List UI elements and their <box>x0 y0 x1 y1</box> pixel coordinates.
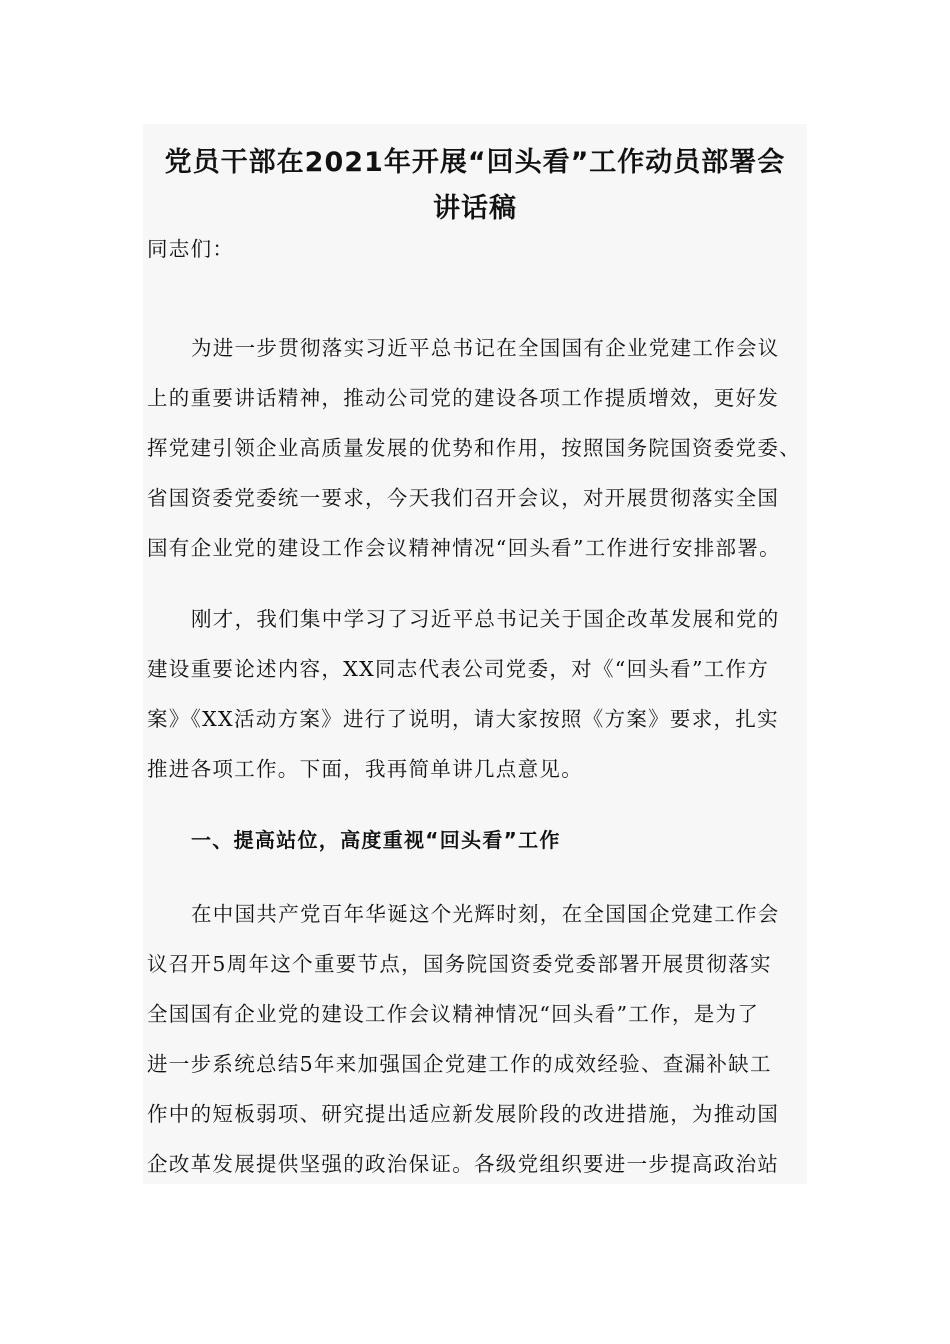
paragraph-1-line-1: 为进一步贯彻落实习近平总书记在全国国有企业党建工作会议 <box>191 336 780 360</box>
paragraph-1-line-5: 国有企业党的建设工作会议精神情况“回头看”工作进行安排部署。 <box>147 536 781 560</box>
salutation: 同志们： <box>147 237 235 261</box>
paragraph-3-line-5: 作中的短板弱项、研究提出适应新发展阶段的改进措施，为推动国 <box>147 1102 780 1126</box>
paragraph-3-line-6: 企改革发展提供坚强的政治保证。各级党组织要进一步提高政治站 <box>147 1152 780 1176</box>
document-title-line-2: 讲话稿 <box>433 193 517 224</box>
paragraph-2-line-3: 案》《XX活动方案》进行了说明，请大家按照《方案》要求，扎实 <box>147 707 779 731</box>
paragraph-2-line-1: 刚才，我们集中学习了习近平总书记关于国企改革发展和党的 <box>191 607 780 631</box>
paragraph-3-line-1: 在中国共产党百年华诞这个光辉时刻，在全国国企党建工作会 <box>191 902 780 926</box>
paragraph-1-line-3: 挥党建引领企业高质量发展的优势和作用，按照国务院国资委党委、 <box>147 436 801 460</box>
paragraph-3-line-3: 全国国有企业党的建设工作会议精神情况“回头看”工作，是为了 <box>147 1002 760 1026</box>
section-heading-1: 一、提高站位，高度重视“回头看”工作 <box>191 828 561 852</box>
paragraph-3-line-4: 进一步系统总结5年来加强国企党建工作的成效经验、查漏补缺工 <box>147 1052 772 1076</box>
paragraph-1-line-4: 省国资委党委统一要求，今天我们召开会议，对开展贯彻落实全国 <box>147 486 780 510</box>
paragraph-1-line-2: 上的重要讲话精神，推动公司党的建设各项工作提质增效，更好发 <box>147 386 780 410</box>
document-page <box>143 124 807 1184</box>
paragraph-3-line-2: 议召开5周年这个重要节点，国务院国资委党委部署开展贯彻落实 <box>147 952 772 976</box>
document-title-line-1: 党员干部在2021年开展“回头看”工作动员部署会 <box>164 147 786 178</box>
paragraph-2-line-4: 推进各项工作。下面，我再简单讲几点意见。 <box>147 757 583 781</box>
paragraph-2-line-2: 建设重要论述内容，XX同志代表公司党委，对《“回头看”工作方 <box>147 657 770 681</box>
